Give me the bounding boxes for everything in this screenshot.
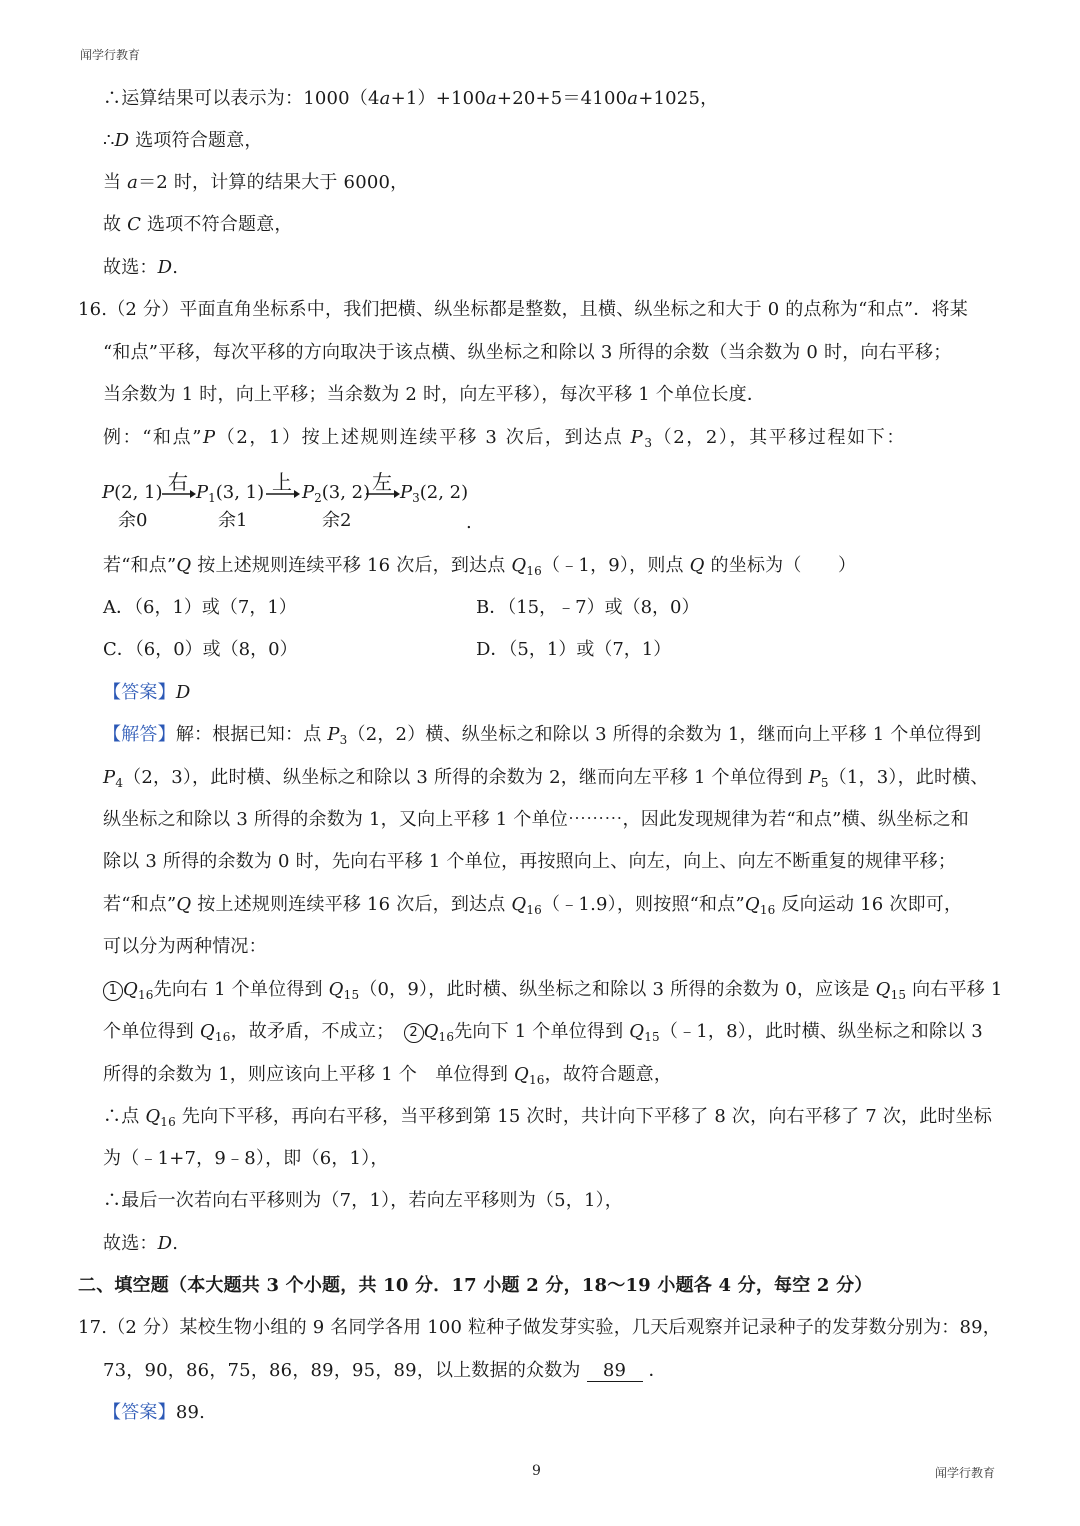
text: 按上述规则连续平移 16 次后，到达点: [191, 894, 512, 915]
text: 例：“和点”: [103, 427, 204, 448]
text: 个单位得到: [103, 1021, 200, 1042]
var: P: [103, 767, 116, 788]
q15-line-5: [103, 255, 178, 281]
answer-label: 【答案】: [103, 682, 176, 703]
q15-line-2: [103, 128, 263, 154]
q16-solution-7: [103, 977, 1003, 1008]
text: .: [172, 1233, 179, 1254]
text: （2，1）按上述规则连续平移 3 次后，到达点: [216, 427, 631, 448]
answer-blank: 89: [587, 1361, 643, 1382]
choice-a: A．（6，1）或（7，1）: [103, 597, 297, 618]
q16-question: [103, 553, 856, 584]
text: +1）+100: [390, 88, 486, 109]
answer-value: 89.: [175, 1402, 206, 1423]
q17-answer: [103, 1400, 205, 1426]
subscript: 3: [339, 733, 348, 747]
q16-solution-10: [103, 1104, 992, 1135]
subscript: 16: [214, 1030, 231, 1044]
right-arrow-icon: [162, 488, 196, 500]
subscript: 4: [115, 776, 124, 790]
var: a: [627, 88, 639, 109]
text: （﹣1，9），则点: [542, 555, 690, 576]
translation-diagram: [100, 466, 490, 530]
q17-stem-1: 17.（2 分）某校生物小组的 9 名同学各用 100 粒种子做发芽实验，几天后观察并记录种子的发芽数分别为：89，: [78, 1317, 1001, 1338]
var: Q: [123, 979, 138, 1000]
subscript: 16: [438, 1030, 455, 1044]
diagram-end-mark: .: [466, 512, 472, 533]
subscript: 3: [412, 491, 420, 505]
text: 反向运动 16 次即可，: [775, 894, 963, 915]
text: 按上述规则连续平移 16 次后，到达点: [191, 555, 512, 576]
var: P: [808, 767, 821, 788]
text: 73，90，86，75，86，89，95，89，以上数据的众数为: [103, 1360, 587, 1381]
var: P: [203, 427, 217, 448]
text: （2，2）横、纵坐标之和除以 3 所得的余数为 1，继而向上平移 1 个单位得到: [347, 724, 982, 745]
var: C: [127, 214, 142, 235]
text: +1025，: [638, 88, 719, 109]
q15-line-1: [103, 86, 718, 112]
coords: (2, 2): [419, 482, 469, 503]
var: a: [485, 88, 497, 109]
text: 选项不符合题意，: [141, 214, 293, 235]
text: 所得的余数为 1，则应该向上平移 1 个 单位得到: [103, 1064, 514, 1085]
text: .: [172, 257, 179, 278]
text: ＝2 时，计算的结果大于 6000，: [138, 172, 409, 193]
q16-stem-2: “和点”平移，每次平移的方向取决于该点横、纵坐标之和除以 3 所得的余数（当余数为 0 时，向右平移；: [103, 342, 952, 363]
coords: (2, 1): [114, 482, 163, 503]
subscript: 16: [526, 564, 543, 578]
subscript: 15: [644, 1030, 660, 1044]
text: （﹣1，8），此时横、纵坐标之和除以 3: [659, 1021, 983, 1042]
header-brand: 闻学行教育: [80, 48, 141, 62]
q16-stem-1: 16.（2 分）平面直角坐标系中，我们把横、纵坐标都是整数，且横、纵坐标之和大于 0 的点称为“和点”．将某: [78, 299, 968, 320]
diagram-direction-right: 右: [168, 470, 188, 494]
subscript: 1: [208, 491, 216, 505]
q16-example: [103, 425, 906, 456]
right-arrow-icon: [266, 488, 300, 500]
q16-answer: [103, 680, 190, 706]
subscript: 16: [528, 1073, 545, 1087]
q16-solution-1: [103, 722, 981, 753]
subscript: 15: [343, 988, 360, 1002]
q16-solution-4: 除以 3 所得的余数为 0 时，先向右平移 1 个单位，再按照向上、向左，向上、向左不断重复的规律平移；: [103, 851, 957, 872]
diagram-point-p1: [196, 482, 264, 505]
var: Q: [328, 979, 344, 1000]
var: P: [400, 482, 413, 503]
text: 先向右 1 个单位得到: [153, 979, 329, 1000]
var: P: [196, 482, 209, 503]
q16-solution-5: [103, 892, 962, 923]
subscript: 16: [160, 1115, 176, 1129]
text: 若“和点”: [103, 555, 177, 576]
var: Q: [145, 1106, 161, 1127]
var: Q: [176, 894, 192, 915]
subscript: 5: [820, 776, 829, 790]
text: ∴点: [103, 1106, 146, 1127]
subscript: 16: [137, 988, 154, 1002]
text: ，故符合题意，: [544, 1064, 673, 1085]
text: 故选：: [103, 257, 158, 278]
text: 解：根据已知：点: [175, 724, 328, 745]
q16-solution-6: 可以分为两种情况：: [103, 936, 267, 957]
answer-label: 【答案】: [103, 1402, 176, 1423]
diagram-point-p3: [400, 482, 468, 505]
var: P: [327, 724, 340, 745]
text: 当: [103, 172, 128, 193]
var: D: [157, 257, 173, 278]
text: ∴运算结果可以表示为：1000（4: [103, 88, 380, 109]
q15-line-4: [103, 212, 293, 238]
text: ．: [642, 1360, 667, 1381]
diagram-point-p2: [302, 482, 370, 505]
diagram-direction-up: 上: [272, 470, 292, 494]
q16-solution-12: ∴最后一次若向右平移则为（7，1），若向左平移则为（5，1），: [103, 1190, 624, 1211]
text: ∴: [103, 130, 115, 151]
circled-number-icon: 1: [103, 981, 123, 1001]
text: 先向下平移，再向右平移，当平移到第 15 次时，共计向下平移了 8 次，向右平移了 7 次，此时坐标: [175, 1106, 993, 1127]
section-title: 二、填空题（本大题共 3 个小题，共 10 分．17 小题 2 分，18～19 小题各 4 分，每空 2 分）: [78, 1275, 873, 1296]
choice-b: B．（15，﹣7）或（8，0）: [476, 597, 700, 618]
subscript: 16: [759, 903, 776, 917]
q16-solution-9: [103, 1062, 672, 1093]
var: P: [302, 482, 315, 503]
var: P: [630, 427, 645, 448]
q15-line-3: [103, 170, 408, 196]
text: ，故矛盾，不成立；: [230, 1021, 404, 1042]
diagram-point-p: [102, 482, 163, 505]
choice-d: D．（5，1）或（7，1）: [476, 639, 672, 660]
text: 故选：: [103, 1233, 158, 1254]
subscript: 16: [526, 903, 543, 917]
text: （0，9），此时横、纵坐标之和除以 3 所得的余数为 0，应该是: [359, 979, 876, 1000]
text: +20+5＝4100: [496, 88, 628, 109]
var: Q: [511, 555, 527, 576]
subscript: 2: [314, 491, 322, 505]
text: （﹣1.9），则按照“和点”: [542, 894, 745, 915]
q16-solution-8: [103, 1019, 983, 1050]
q17-stem-2: [103, 1358, 667, 1384]
text: 选项符合题意，: [129, 130, 263, 151]
var: Q: [744, 894, 760, 915]
answer-value: D: [175, 682, 191, 703]
text: 先向下 1 个单位得到: [454, 1021, 630, 1042]
q16-stem-3: 当余数为 1 时，向上平移；当余数为 2 时，向左平移），每次平移 1 个单位长度．: [103, 384, 766, 405]
diagram-remainder-2: 余2: [322, 510, 352, 531]
var: P: [102, 482, 115, 503]
diagram-remainder-1: 余1: [218, 510, 248, 531]
var: a: [127, 172, 139, 193]
var: a: [379, 88, 391, 109]
text: 向右平移 1: [906, 979, 1003, 1000]
var: D: [157, 1233, 173, 1254]
text: （2，3），此时横、纵坐标之和除以 3 所得的余数为 2，继而向左平移 1 个单位得到: [123, 767, 809, 788]
diagram-direction-left: 左: [372, 470, 392, 494]
solution-label: 【解答】: [103, 724, 176, 745]
diagram-remainder-0: 余0: [118, 510, 148, 531]
subscript: 3: [644, 436, 654, 450]
var: Q: [629, 1021, 645, 1042]
footer-brand: 闻学行教育: [935, 1466, 996, 1480]
q16-solution-2: [103, 765, 989, 796]
var: Q: [199, 1021, 215, 1042]
var: Q: [514, 1064, 529, 1085]
coords: (3, 1): [215, 482, 265, 503]
choice-c: C．（6，0）或（8，0）: [103, 639, 298, 660]
text: 故: [103, 214, 128, 235]
circled-number-icon: 2: [404, 1023, 424, 1043]
var: Q: [875, 979, 891, 1000]
coords: (3, 2): [321, 482, 371, 503]
var: Q: [423, 1021, 439, 1042]
text: 的坐标为（ ）: [704, 555, 857, 576]
right-arrow-icon: [366, 488, 400, 500]
text: （1，3），此时横、: [828, 767, 989, 788]
var: Q: [176, 555, 192, 576]
var: Q: [689, 555, 705, 576]
q16-solution-11: 为（﹣1+7，9﹣8），即（6，1），: [103, 1148, 389, 1169]
q16-solution-3: 纵坐标之和除以 3 所得的余数为 1，又向上平移 1 个单位⋯⋯⋯，因此发现规律为若“和点”横、纵坐标之和: [103, 809, 969, 830]
page-number: 9: [532, 1463, 541, 1479]
text: （2，2），其平移过程如下：: [653, 427, 906, 448]
var: Q: [511, 894, 527, 915]
subscript: 15: [890, 988, 907, 1002]
var: D: [114, 130, 130, 151]
q16-solution-13: [103, 1231, 178, 1257]
text: 若“和点”: [103, 894, 177, 915]
